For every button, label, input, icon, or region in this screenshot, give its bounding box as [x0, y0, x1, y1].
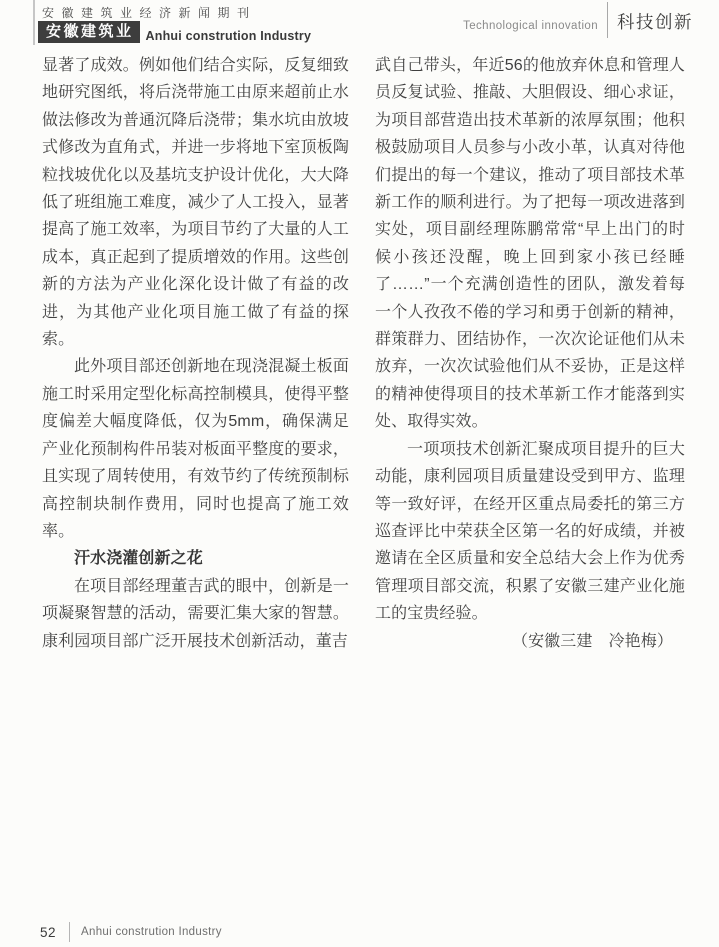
header-left-rule — [33, 0, 35, 45]
body-paragraph: 一项项技术创新汇聚成项目提升的巨大动能，康利园项目质量建设受到甲方、监理等一致好评，在经开区重点局委托的第三方巡查评比中荣获全区第一名的好成绩，并被邀请在全区质量和安全总结大会上作为优秀管理项目部交流，积累了安徽三建产业化施工的宝贵经验。 — [375, 440, 685, 623]
section-subheading: 汗水浇灌创新之花 — [74, 550, 203, 568]
footer-journal-title: Anhui constrution Industry — [81, 926, 222, 938]
brand-english-title: Anhui constrution Industry — [145, 29, 312, 43]
article-body — [42, 52, 685, 655]
page-footer — [40, 921, 222, 943]
author-signature: （安徽三建 冷艳梅） — [511, 632, 673, 650]
article-column-left — [42, 52, 349, 655]
brand-logo-box: 安徽建筑业 — [38, 21, 140, 43]
body-paragraph: 此外项目部还创新地在现浇混凝土板面施工时采用定型化标高控制模具，使得平整度偏差大幅度降低，仅为5mm，确保满足产业化预制构件吊装对板面平整度的要求，且实现了周转使用，有效节约了传统预制标高控制块制作费用，同时也提高了施工效率。 — [42, 358, 349, 540]
page-number: 52 — [40, 924, 57, 940]
body-paragraph: 在项目部经理董吉武的眼中，创新是一项凝聚智慧的活动，需要汇集大家的智慧。康利园项目部广泛开展技术创新活动，董吉 — [42, 577, 349, 650]
section-title-english: Technological innovation — [463, 20, 598, 32]
section-header — [463, 0, 693, 42]
section-title-chinese: 科技创新 — [617, 11, 693, 32]
article-column-right — [375, 52, 685, 655]
footer-divider-rule — [69, 922, 70, 942]
body-paragraph: 武自己带头，年近56的他放弃休息和管理人员反复试验、推敲、大胆假设、细心求证，为项目部营造出技术革新的浓厚氛围；他积极鼓励项目人员参与小改小革，认真对待他们提出的每一个建议，推动了项目部技术革新工作的顺利进行。为了把每一项改进落到实处，项目副经理陈鹏常常“早上出门的时候小孩还没醒，晚上回到家小孩已经睡了……”一个充满创造性的团队，激发着每一个人孜孜不倦的学习和勇于创新的精神，群策群力、团结协作，一次次论证他们从未放弃，一次次试验他们从不妥协，正是这样的精神使得项目的技术革新工作才能落到实处、取得实效。 — [375, 57, 685, 431]
section-divider-rule — [607, 2, 608, 38]
brand-row — [38, 21, 311, 43]
masthead-tagline: 安徽建筑业经济新闻期刊 — [42, 6, 257, 20]
body-paragraph: 显著了成效。例如他们结合实际，反复细致地研究图纸，将后浇带施工由原来超前止水做法修改为普通沉降后浇带；集水坑由放坡式修改为直角式，并进一步将地下室顶板陶粒找坡优化以及基坑支护设计优化，大大降低了班组施工难度，减少了人工投入，显著提高了施工效率，为项目节约了大量的人工成本，真正起到了提质增效的作用。这些创新的方法为产业化深化设计做了有益的改进，为其他产业化项目施工做了有益的探索。 — [42, 57, 349, 349]
